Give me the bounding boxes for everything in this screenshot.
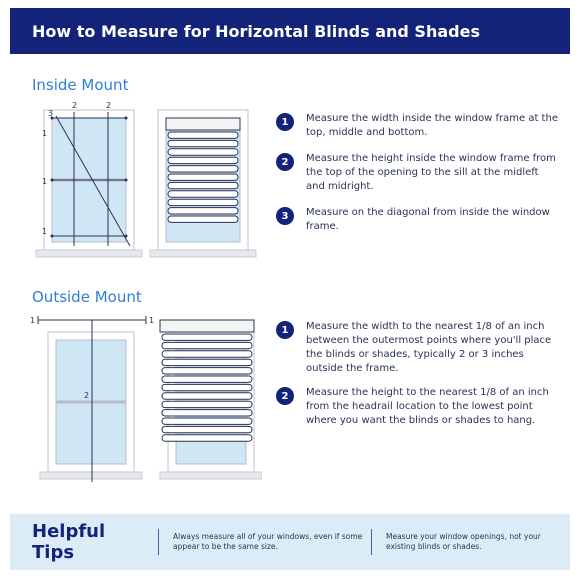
blind-slat [162,351,252,357]
blind-slat [168,182,238,188]
blind-slat [168,199,238,205]
step-text: Measure the width to the nearest 1/8 of an inch between the outermost points where you'll place the blinds or shades, typically 2 or 3 inches outside the frame. [306,321,552,374]
blind-slat [162,342,252,348]
blind-slat [168,216,238,222]
inside-blind-slats [168,132,238,222]
blind-slat [168,208,238,214]
blind-slat [162,334,252,340]
blind-slat [168,132,238,138]
step-number-badge: 1 [276,113,294,131]
outside-step-1 [276,320,558,376]
step-number-badge: 2 [276,387,294,405]
helpful-tips-title: Helpful Tips [32,521,106,563]
inside-step-1 [276,112,558,140]
tips-divider [158,529,159,555]
blind-slat [168,157,238,163]
outside-mount-title: Outside Mount [32,288,142,306]
inside-label-width-mid: 1 [42,177,48,186]
inside-label-height-a: 2 [72,101,78,110]
outside-mount-diagram [26,310,262,486]
page-header [10,8,570,54]
inside-mount-diagram [30,96,262,266]
blind-slat [168,149,238,155]
outside-label-width-right: 1 [149,316,155,325]
inside-step-2 [276,152,558,194]
step-text: Measure the height to the nearest 1/8 of an inch from the headrail location to the lowest point where you want the blinds or shades to hang. [306,387,549,426]
helpful-tips-bar [10,514,570,570]
inside-mount-steps [276,112,558,246]
tip-item: Always measure all of your windows, even if some appear to be the same size. [173,532,363,551]
blind-slat [162,359,252,365]
blind-slat [162,393,252,399]
tip-item: Measure your window openings, not your existing blinds or shades. [386,532,541,551]
blind-slat [162,401,252,407]
outside-step-2 [276,386,558,428]
step-text: Measure on the diagonal from inside the window frame. [306,207,550,232]
blind-slat [162,368,252,374]
inside-step-3 [276,206,558,234]
inside-mount-title: Inside Mount [32,76,129,94]
inside-label-diagonal: 3 [48,109,54,118]
blind-slat [162,384,252,390]
inside-label-width-bottom: 1 [42,227,48,236]
page-title: How to Measure for Horizontal Blinds and Shades [32,21,480,41]
blind-slat [162,426,252,432]
step-number-badge: 3 [276,207,294,225]
blind-slat [168,191,238,197]
tips-divider [371,529,372,555]
step-text: Measure the width inside the window frame at the top, middle and bottom. [306,113,558,138]
blind-slat [162,410,252,416]
step-number-badge: 1 [276,321,294,339]
blind-slat [168,140,238,146]
blind-slat [162,418,252,424]
step-text: Measure the height inside the window frame from the top of the opening to the sill at the midleft and midright. [306,153,556,192]
blind-slat [168,166,238,172]
inside-label-height-b: 2 [106,101,112,110]
blind-slat [168,174,238,180]
blind-slat [162,435,252,441]
outside-window-with-blinds [160,320,262,479]
inside-window-with-blinds [150,110,256,257]
blind-slat [162,376,252,382]
outside-mount-steps [276,320,558,438]
step-number-badge: 2 [276,153,294,171]
outside-label-width-left: 1 [30,316,36,325]
inside-label-width-top: 1 [42,129,48,138]
outside-label-height: 2 [84,391,90,400]
outside-window-frame [40,332,142,479]
